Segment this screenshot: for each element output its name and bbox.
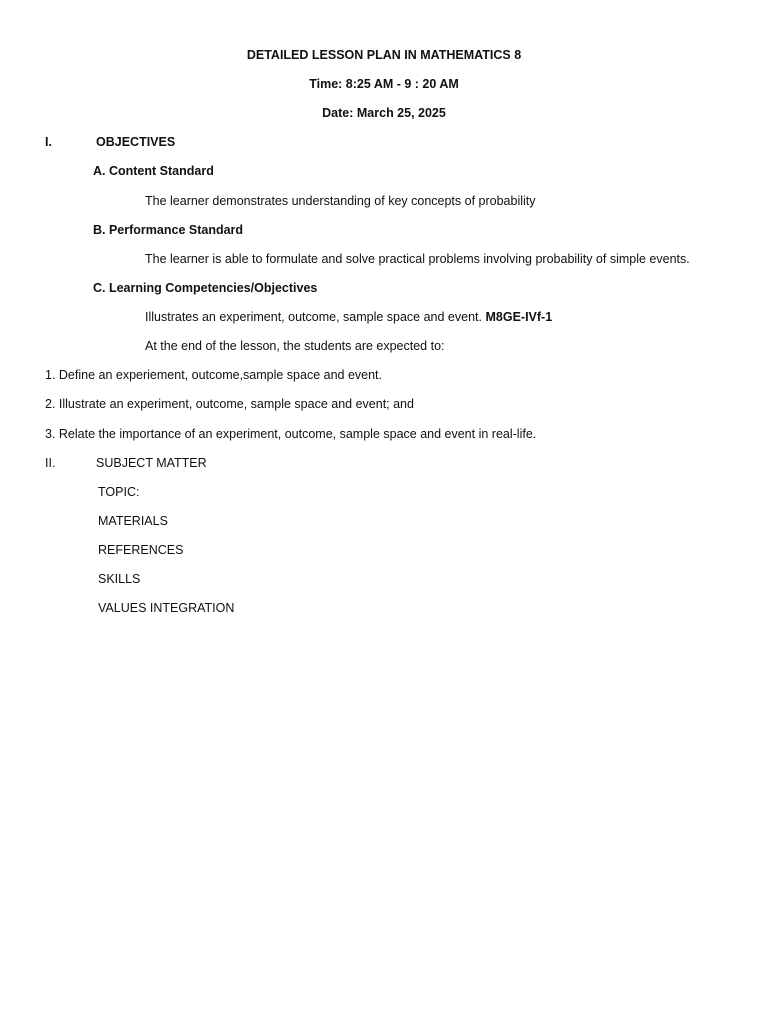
performance-standard-text: The learner is able to formulate and solve practical problems involving probability of simple events.	[145, 252, 690, 266]
section-2-numeral: II.	[45, 456, 56, 470]
content-standard-heading: A. Content Standard	[93, 164, 214, 178]
section-1-numeral: I.	[45, 135, 52, 149]
document-title: DETAILED LESSON PLAN IN MATHEMATICS 8	[246, 48, 522, 62]
performance-standard-heading: B. Performance Standard	[93, 223, 244, 237]
lesson-time: Time: 8:25 AM - 9 : 20 AM	[309, 77, 459, 91]
lesson-date: Date: March 25, 2025	[322, 106, 446, 120]
competency-text	[145, 309, 552, 325]
competencies-heading: C. Learning Competencies/Objectives	[93, 281, 318, 295]
competency-code: M8GE-IVf-1	[485, 310, 553, 324]
subject-item-values-integration: VALUES INTEGRATION	[98, 601, 235, 615]
subject-item-topic: TOPIC:	[98, 485, 140, 499]
competency-description: Illustrates an experiment, outcome, sample space and event.	[145, 310, 482, 324]
objectives-intro: At the end of the lesson, the students are expected to:	[145, 339, 445, 353]
subject-item-materials: MATERIALS	[98, 514, 168, 528]
subject-item-skills: SKILLS	[98, 572, 141, 586]
section-1-heading: OBJECTIVES	[96, 135, 176, 149]
subject-item-references: REFERENCES	[98, 543, 184, 557]
objective-item-3: 3. Relate the importance of an experiment, outcome, sample space and event in real-life.	[45, 427, 537, 441]
content-standard-text: The learner demonstrates understanding of key concepts of probability	[145, 194, 536, 208]
section-2-heading: SUBJECT MATTER	[96, 456, 207, 470]
objective-item-1: 1. Define an experiement, outcome,sample space and event.	[45, 368, 383, 382]
objective-item-2: 2. Illustrate an experiment, outcome, sample space and event; and	[45, 397, 414, 411]
